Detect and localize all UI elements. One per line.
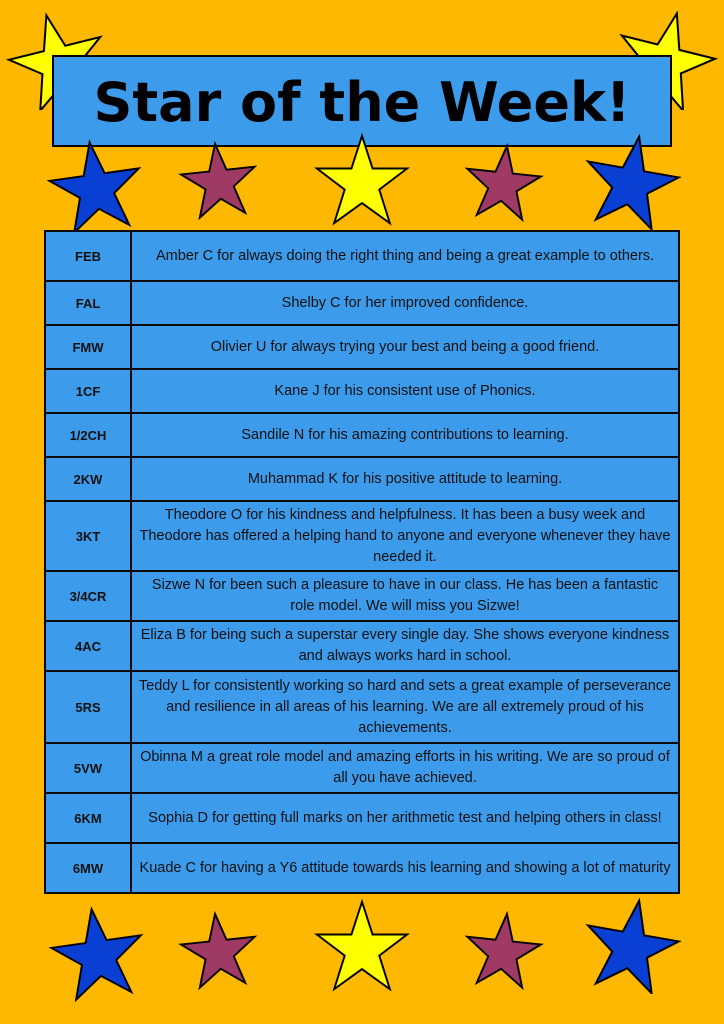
class-name-cell: FMW (45, 325, 131, 369)
table-row (45, 743, 679, 793)
class-name-cell: 4AC (45, 621, 131, 671)
star-icon-blue-upper-2 (580, 132, 682, 230)
class-name-cell: 5RS (45, 671, 131, 743)
award-message-cell: Shelby C for her improved confidence. (131, 281, 679, 325)
star-icon-maroon-bottom-1 (178, 910, 260, 990)
table-row (45, 571, 679, 621)
award-message-cell: Sizwe N for been such a pleasure to have in our class. He has been a fantastic role model. We will miss you Sizwe! (131, 571, 679, 621)
table-body (45, 231, 679, 893)
award-message-cell: Obinna M a great role model and amazing efforts in his writing. We are so proud of all you have achieved. (131, 743, 679, 793)
page-title: Star of the Week! (93, 70, 631, 134)
class-name-cell: FEB (45, 231, 131, 281)
class-name-cell: 6KM (45, 793, 131, 843)
star-icon-maroon-bottom-2 (462, 910, 544, 990)
class-name-cell: 2KW (45, 457, 131, 501)
star-icon-maroon-upper-1 (178, 140, 260, 220)
award-message-cell: Eliza B for being such a superstar every single day. She shows everyone kindness and always works hard in school. (131, 621, 679, 671)
class-name-cell: 5VW (45, 743, 131, 793)
class-name-cell: 6MW (45, 843, 131, 893)
table-row (45, 369, 679, 413)
table-row (45, 457, 679, 501)
award-message-cell: Amber C for always doing the right thing and being a great example to others. (131, 231, 679, 281)
award-message-cell: Olivier U for always trying your best and being a good friend. (131, 325, 679, 369)
award-message-cell: Sandile N for his amazing contributions to learning. (131, 413, 679, 457)
star-icon-blue-bottom-2 (580, 896, 682, 994)
award-message-cell: Theodore O for his kindness and helpfulness. It has been a busy week and Theodore has offered a helping hand to anyone and everyone whenever they have needed it. (131, 501, 679, 571)
table-row (45, 281, 679, 325)
award-message-cell: Teddy L for consistently working so hard and sets a great example of perseverance and resilience in all areas of his learning. We are all extremely proud of his achievements. (131, 671, 679, 743)
table-row (45, 501, 679, 571)
class-name-cell: 1/2CH (45, 413, 131, 457)
table-row (45, 325, 679, 369)
star-icon-maroon-upper-2 (462, 142, 544, 222)
star-of-week-table (44, 230, 680, 894)
class-name-cell: FAL (45, 281, 131, 325)
award-message-cell: Muhammad K for his positive attitude to learning. (131, 457, 679, 501)
class-name-cell: 1CF (45, 369, 131, 413)
star-icon-blue-bottom-1 (48, 904, 148, 1002)
table-row (45, 231, 679, 281)
star-icon-yellow-bottom-center (312, 898, 412, 994)
star-icon-yellow-upper-center (312, 132, 412, 228)
award-message-cell: Kane J for his consistent use of Phonics. (131, 369, 679, 413)
table-row (45, 413, 679, 457)
class-name-cell: 3KT (45, 501, 131, 571)
star-icon-blue-upper-1 (46, 138, 146, 234)
table-row (45, 793, 679, 843)
class-name-cell: 3/4CR (45, 571, 131, 621)
table-row (45, 621, 679, 671)
table-row (45, 671, 679, 743)
table-row (45, 843, 679, 893)
award-message-cell: Kuade C for having a Y6 attitude towards his learning and showing a lot of maturity (131, 843, 679, 893)
award-message-cell: Sophia D for getting full marks on her arithmetic test and helping others in class! (131, 793, 679, 843)
